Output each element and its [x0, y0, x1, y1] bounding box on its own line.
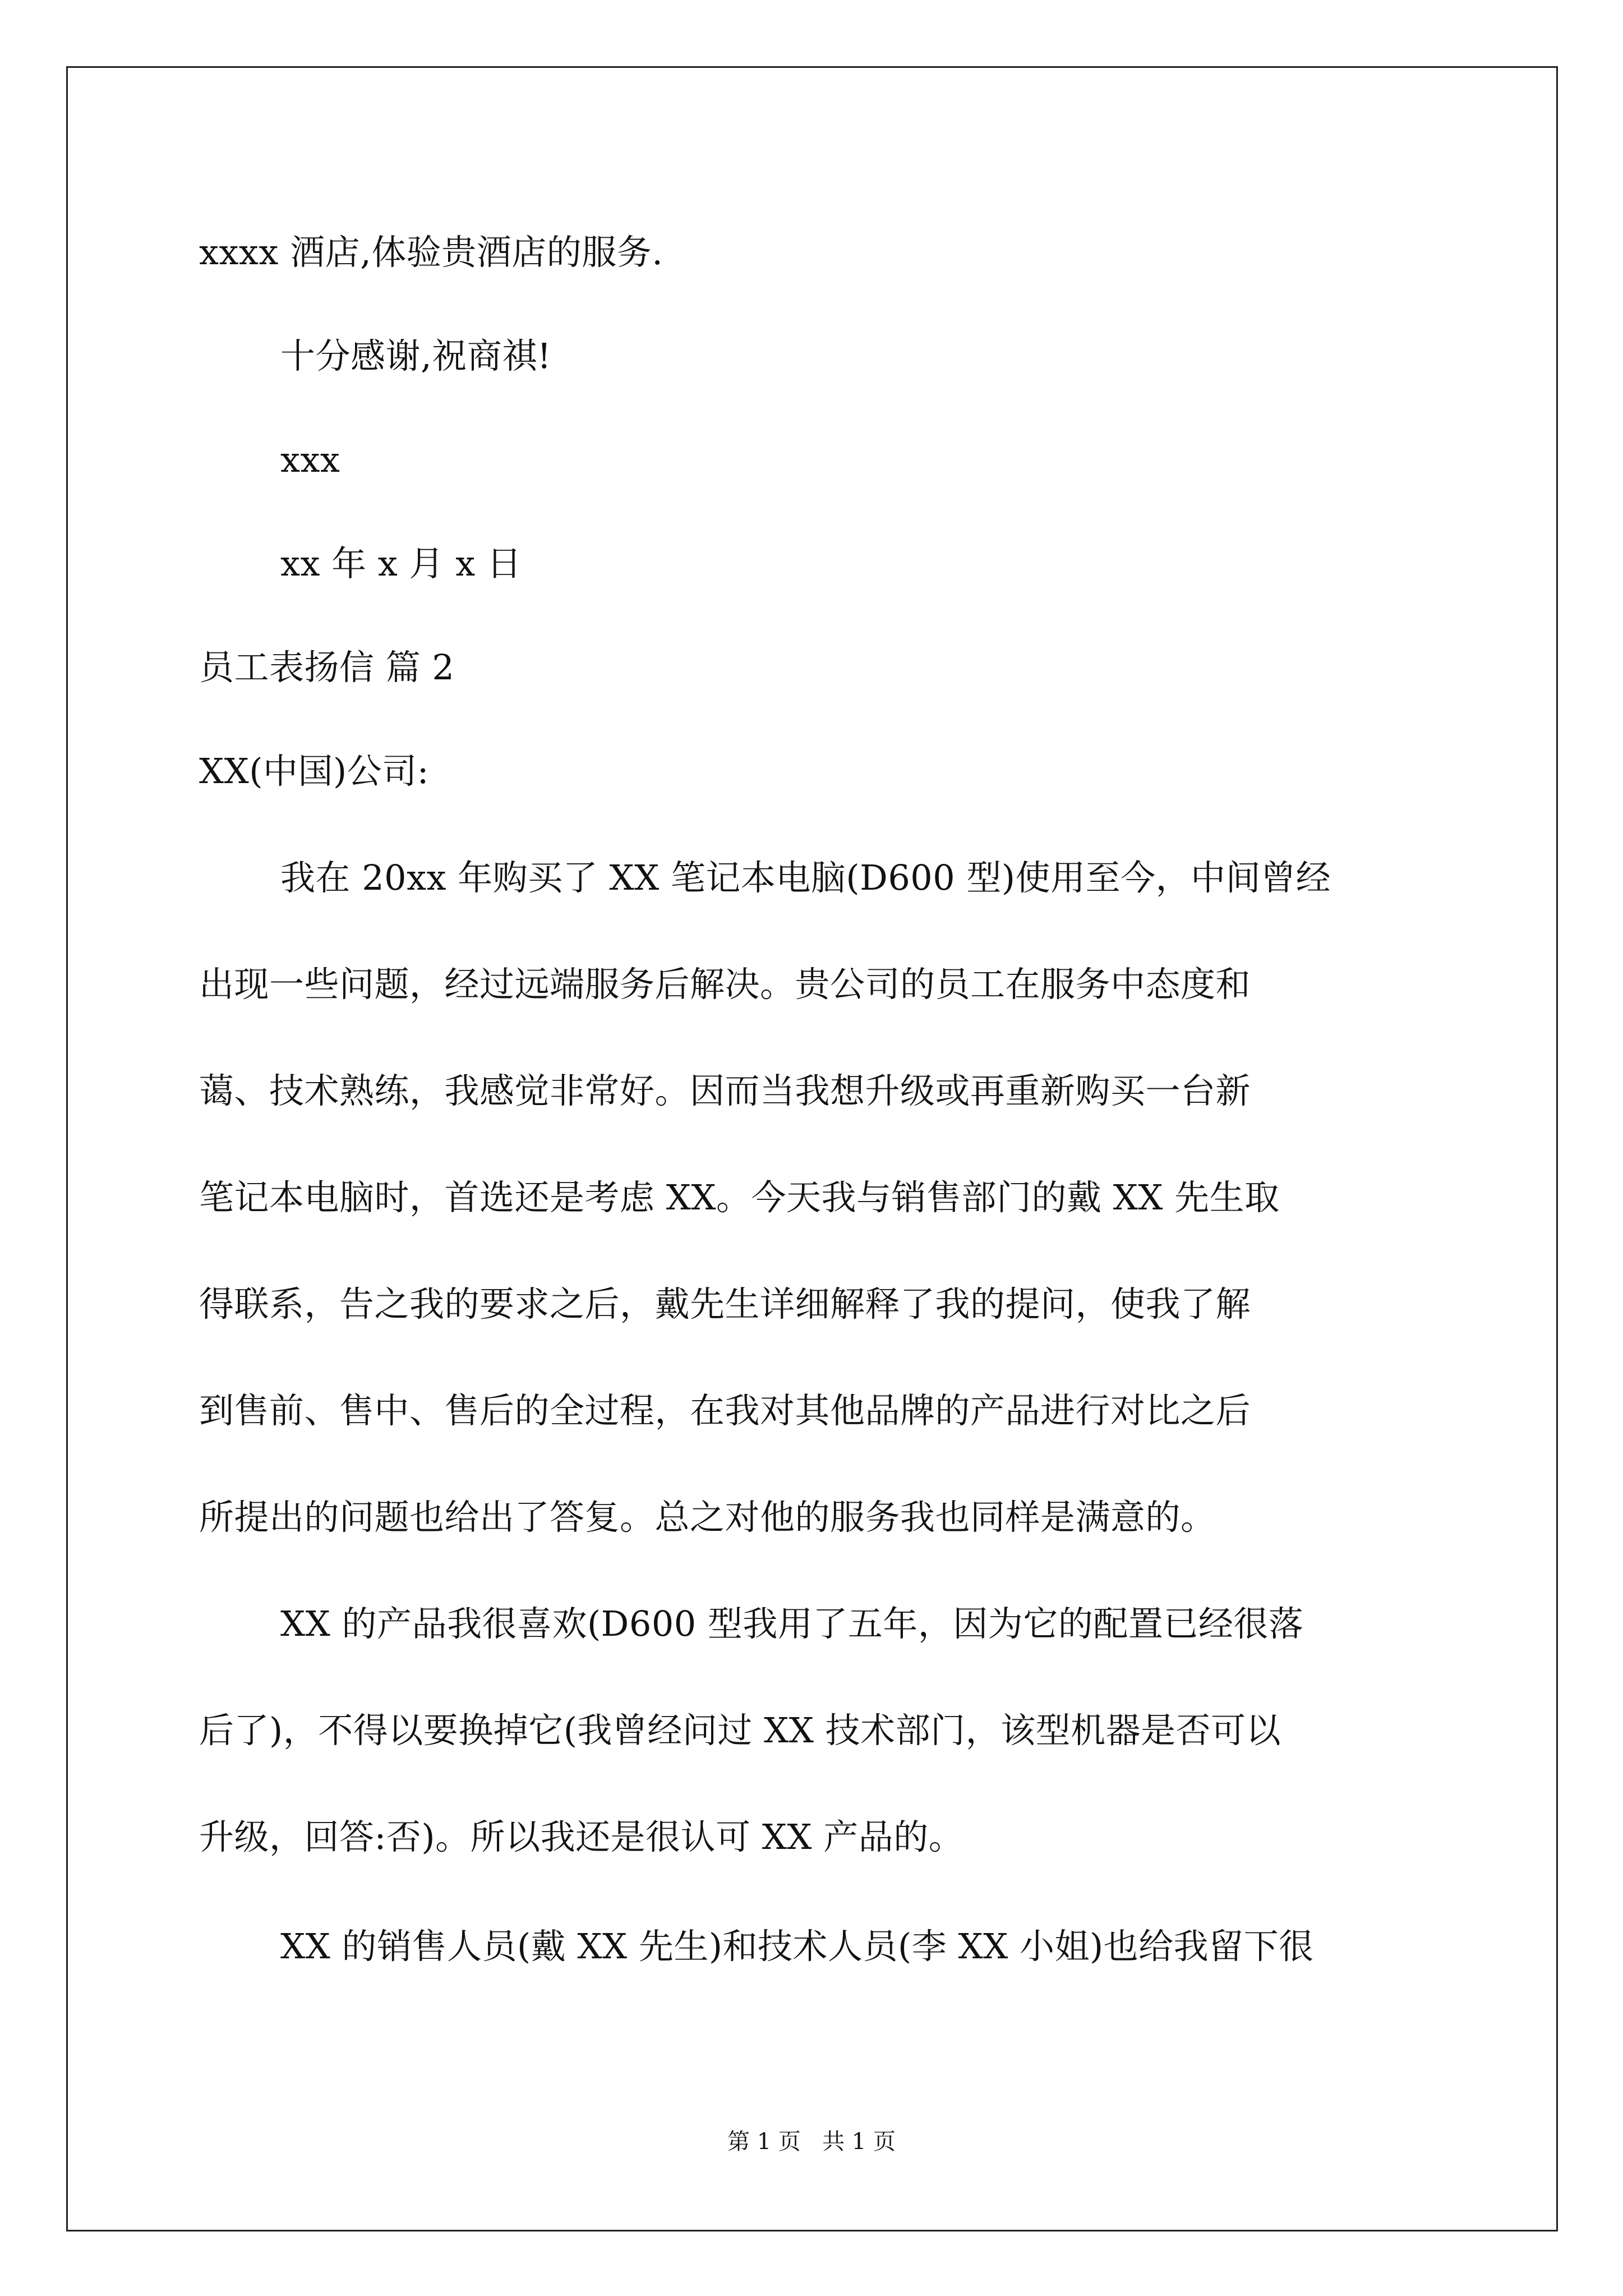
text-line-15: 后了)，不得以要换掉它(我曾经问过 XX 技术部门，该型机器是否可以 [199, 1710, 1281, 1751]
text-line-17: XX 的销售人员(戴 XX 先生)和技术人员(李 XX 小姐)也给我留下很 [280, 1926, 1314, 1967]
text-line-13: 所提出的问题也给出了答复。总之对他的服务我也同样是满意的。 [199, 1497, 1216, 1538]
page-frame [66, 66, 1558, 2231]
text-line-16: 升级，回答:否)。所以我还是很认可 XX 产品的。 [199, 1816, 964, 1857]
page-number-footer: 第 1 页 共 1 页 [727, 2129, 896, 2155]
text-line-14: XX 的产品我很喜欢(D600 型我用了五年，因为它的配置已经很落 [280, 1603, 1304, 1644]
text-line-10: 笔记本电脑时，首选还是考虑 XX。今天我与销售部门的戴 XX 先生取 [199, 1177, 1280, 1218]
section-heading: 员工表扬信 篇 2 [199, 647, 455, 688]
text-line-1: xxxx 酒店,体验贵酒店的服务. [199, 232, 663, 273]
text-line-3: xxx [280, 439, 340, 480]
text-line-7: 我在 20xx 年购买了 XX 笔记本电脑(D600 型)使用至今，中间曾经 [280, 857, 1331, 898]
text-line-9: 蔼、技术熟练，我感觉非常好。因而当我想升级或再重新购买一台新 [199, 1070, 1251, 1111]
text-line-12: 到售前、售中、售后的全过程，在我对其他品牌的产品进行对比之后 [199, 1390, 1251, 1431]
text-line-4: xx 年 x 月 x 日 [280, 543, 522, 584]
text-line-2: 十分感谢,祝商祺! [280, 335, 552, 376]
text-line-11: 得联系，告之我的要求之后，戴先生详细解释了我的提问，使我了解 [199, 1283, 1251, 1324]
salutation: XX(中国)公司: [199, 751, 430, 792]
text-line-8: 出现一些问题，经过远端服务后解决。贵公司的员工在服务中态度和 [199, 964, 1251, 1005]
